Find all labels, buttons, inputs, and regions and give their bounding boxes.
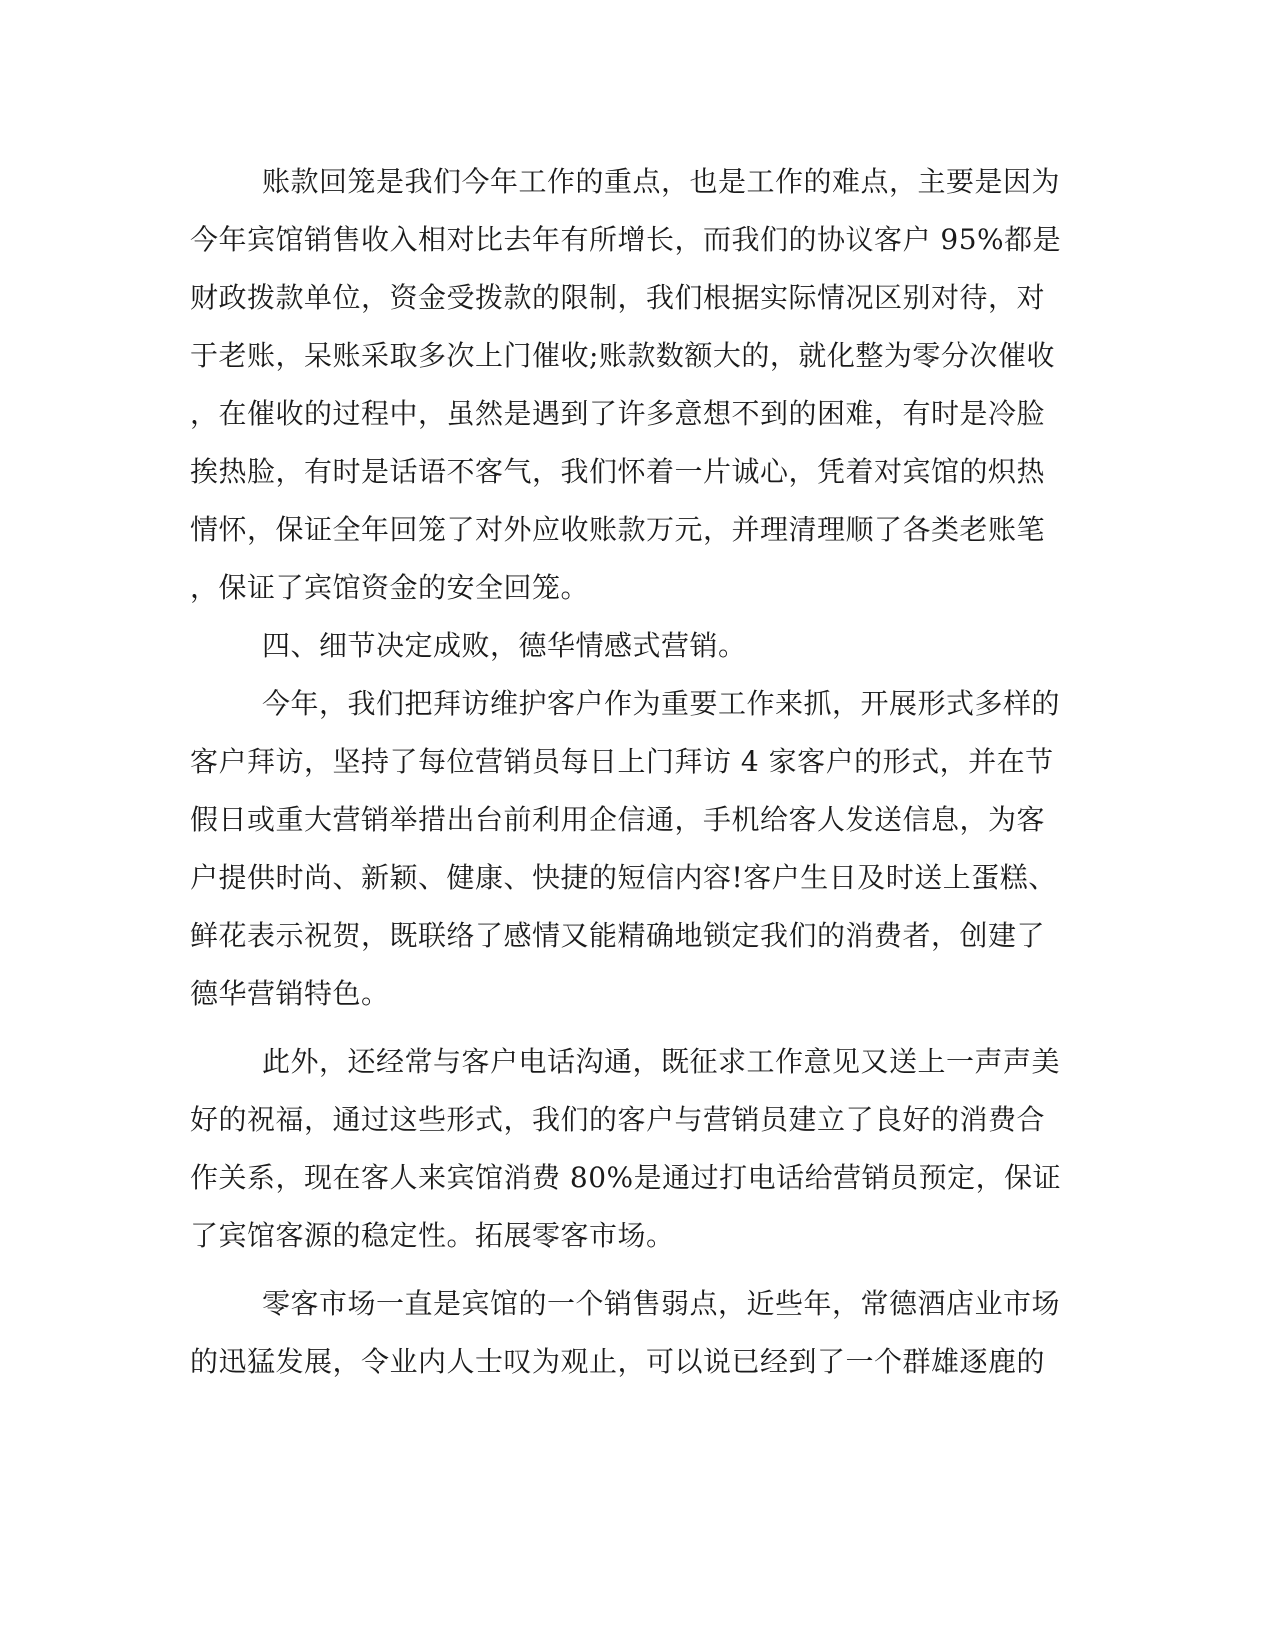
text-line: 鲜花表示祝贺，既联络了感情又能精确地锁定我们的消费者，创建了 <box>190 919 1046 952</box>
text-line: 财政拨款单位，资金受拨款的限制，我们根据实际情况区别对待，对 <box>190 281 1046 314</box>
text-line: ，保证了宾馆资金的安全回笼。 <box>190 571 590 604</box>
text-line: 好的祝福，通过这些形式，我们的客户与营销员建立了良好的消费合 <box>190 1103 1046 1136</box>
text-line: ，在催收的过程中，虽然是遇到了许多意想不到的困难，有时是冷脸 <box>190 397 1046 430</box>
text-line: 挨热脸，有时是话语不客气，我们怀着一片诚心，凭着对宾馆的炽热 <box>190 455 1046 488</box>
section-heading: 四、细节决定成败，德华情感式营销。 <box>262 629 747 662</box>
text-line: 德华营销特色。 <box>190 977 390 1010</box>
text-line: 今年，我们把拜访维护客户作为重要工作来抓，开展形式多样的 <box>262 687 1061 720</box>
text-line: 于老账，呆账采取多次上门催收;账款数额大的，就化整为零分次催收 <box>190 339 1055 372</box>
text-line: 户提供时尚、新颖、健康、快捷的短信内容!客户生日及时送上蛋糕、 <box>190 861 1057 894</box>
text-line: 假日或重大营销举措出台前利用企信通，手机给客人发送信息，为客 <box>190 803 1046 836</box>
text-line: 客户拜访，坚持了每位营销员每日上门拜访 4 家客户的形式，并在节 <box>190 745 1054 778</box>
text-line: 作关系，现在客人来宾馆消费 80%是通过打电话给营销员预定，保证 <box>190 1161 1062 1194</box>
text-line: 此外，还经常与客户电话沟通，既征求工作意见又送上一声声美 <box>262 1045 1061 1078</box>
text-line: 今年宾馆销售收入相对比去年有所增长，而我们的协议客户 95%都是 <box>190 223 1062 256</box>
text-line: 账款回笼是我们今年工作的重点，也是工作的难点，主要是因为 <box>262 165 1061 198</box>
text-line: 零客市场一直是宾馆的一个销售弱点，近些年，常德酒店业市场 <box>262 1287 1061 1320</box>
text-line: 情怀，保证全年回笼了对外应收账款万元，并理清理顺了各类老账笔 <box>190 513 1046 546</box>
text-line: 了宾馆客源的稳定性。拓展零客市场。 <box>190 1219 675 1252</box>
text-line: 的迅猛发展，令业内人士叹为观止，可以说已经到了一个群雄逐鹿的 <box>190 1345 1046 1378</box>
